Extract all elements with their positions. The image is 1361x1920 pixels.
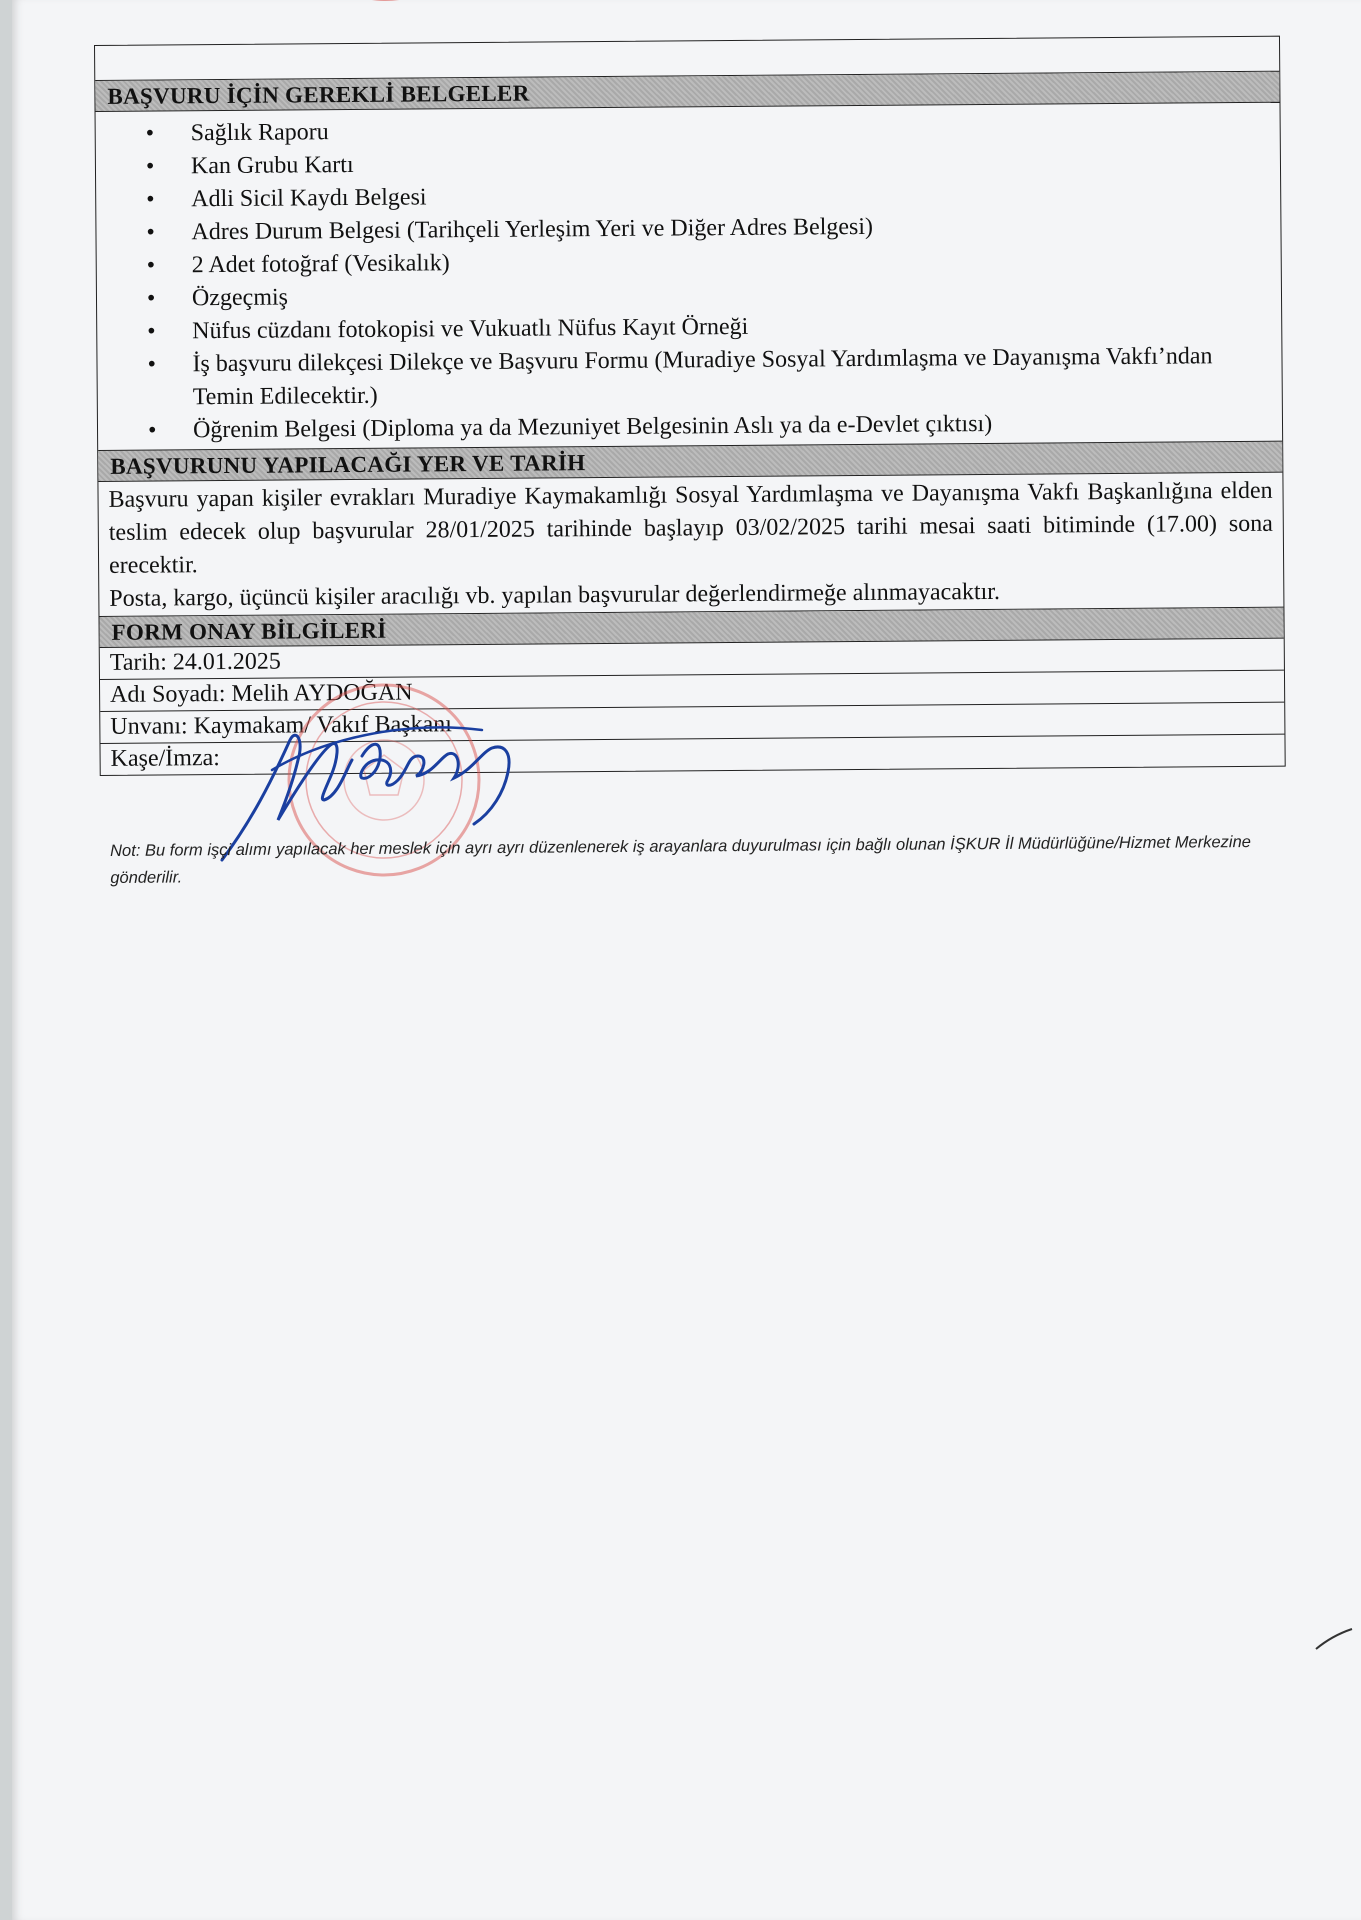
- list-item: • Sağlık Raporu: [96, 109, 1280, 151]
- list-item: • İş başvuru dilekçesi Dilekçe ve Başvuru Formu (Muradiye Sosyal Yardımlaşma ve Dayanışma Vakfı’ndan Temin Edilecektir.): [97, 340, 1281, 415]
- list-item: • Nüfus cüzdanı fotokopisi ve Vukuatlı Nüfus Kayıt Örneği: [97, 307, 1281, 349]
- approval-title: Unvanı: Kaymakam/ Vakıf Başkanı: [100, 703, 1284, 744]
- application-place-paragraph: Başvuru yapan kişiler evrakları Muradiye Kaymakamlığı Sosyal Yardımlaşma ve Dayanışma Vakfı Başkanlığına elden teslim edecek olup başvurular 28/01/2025 tarihinde başlayıp 03/02/2025 tarihi mesai saati bitiminde (17.00) sona erecektir.: [108, 477, 1273, 579]
- application-form: [94, 36, 1286, 776]
- list-item: • Kan Grubu Kartı: [96, 142, 1280, 184]
- required-documents-heading: BAŞVURU İÇİN GEREKLİ BELGELER: [95, 72, 1279, 112]
- required-documents-list: [96, 103, 1283, 450]
- form-approval-heading: FORM ONAY BİLGİLERİ: [99, 608, 1283, 648]
- approval-seal-signature: Kaşe/İmza:: [110, 745, 220, 772]
- approval-name: Adı Soyadı: Melih AYDOĞAN: [100, 671, 1284, 712]
- list-item: • Özgeçmiş: [97, 274, 1281, 316]
- application-place-heading: BAŞVURUNU YAPILACAĞI YER VE TARİH: [98, 441, 1282, 482]
- form-footnote: Not: Bu form işçi alımı yapılacak her meslek için ayrı ayrı düzenlenerek iş arayanlara duyurulması için bağlı olunan İŞKUR İl Müdürlüğüne/Hizmet Merkezine gönderilir.: [110, 833, 1251, 887]
- list-item: • Öğrenim Belgesi (Diploma ya da Mezuniyet Belgesinin Aslı ya da e-Devlet çıktısı): [98, 406, 1282, 448]
- approval-date: Tarih: 24.01.2025: [100, 639, 1284, 680]
- list-item: • 2 Adet fotoğraf (Vesikalık): [97, 241, 1281, 283]
- pen-mark: [1314, 1625, 1354, 1655]
- stamp-fragment-top: [317, 0, 457, 30]
- application-place-body: [98, 473, 1283, 617]
- list-item: • Adres Durum Belgesi (Tarihçeli Yerleşim Yeri ve Diğer Adres Belgesi): [96, 208, 1280, 250]
- document-page: [12, 0, 1361, 1920]
- application-place-warning: Posta, kargo, üçüncü kişiler aracılığı vb. yapılan başvurular değerlendirmeğe alınmayacaktır.: [109, 578, 1001, 612]
- list-item: • Adli Sicil Kaydı Belgesi: [96, 175, 1280, 217]
